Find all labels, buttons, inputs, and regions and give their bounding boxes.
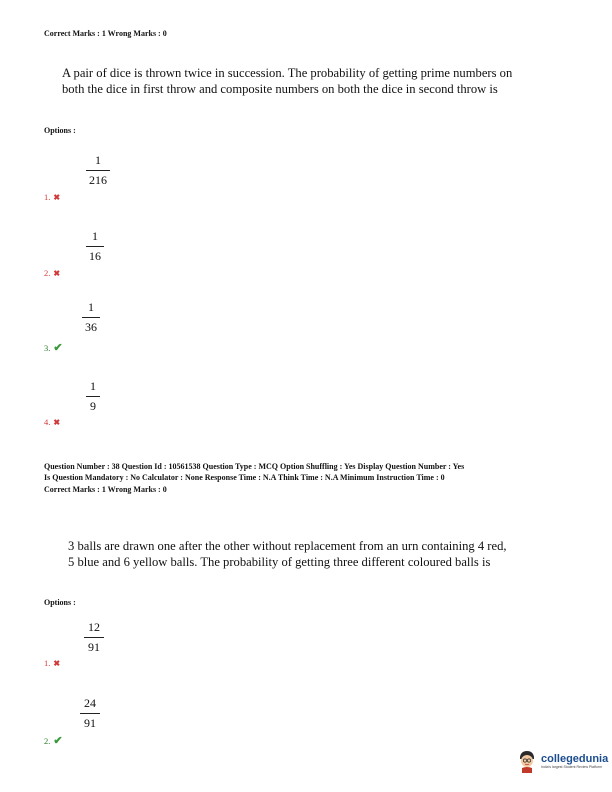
q37-text-line1: A pair of dice is thrown twice in succession. The probability of getting prime numbers on <box>62 66 513 80</box>
q37-option3-fraction[interactable] <box>82 300 100 335</box>
q37-option1-fraction[interactable] <box>86 153 110 188</box>
cross-icon: ✖ <box>53 268 61 278</box>
q38-text-line2: 5 blue and 6 yellow balls. The probability of getting three different coloured balls is <box>68 555 491 569</box>
q37-text-line2: both the dice in first throw and composite numbers on both the dice in second throw is <box>62 82 498 96</box>
q37-option2-number <box>44 268 60 278</box>
numerator: 1 <box>88 300 94 314</box>
q38-option1-fraction[interactable] <box>84 620 104 655</box>
check-icon: ✔ <box>53 735 63 747</box>
fraction-bar <box>82 317 100 318</box>
q38-text-line1: 3 balls are drawn one after the other without replacement from an urn containing 4 red, <box>68 539 507 553</box>
q38-option1-number <box>44 658 60 668</box>
q38-options-label: Options : <box>44 598 76 607</box>
q37-option3-number <box>44 341 63 354</box>
q37-option4-fraction[interactable] <box>86 379 100 414</box>
fraction-bar <box>84 637 104 638</box>
numerator: 1 <box>92 229 98 243</box>
fraction-bar <box>80 713 100 714</box>
cross-icon: ✖ <box>53 417 61 427</box>
q37-options-label: Options : <box>44 126 76 135</box>
cross-icon: ✖ <box>53 192 61 202</box>
q38-option2-number <box>44 734 63 747</box>
denominator: 9 <box>90 399 96 413</box>
option-number: 2. <box>44 735 51 746</box>
denominator: 216 <box>89 173 107 187</box>
fraction-bar <box>86 246 104 247</box>
numerator: 1 <box>95 153 101 167</box>
option-number: 4. <box>44 417 51 427</box>
q37-marks: Correct Marks : 1 Wrong Marks : 0 <box>44 29 167 38</box>
q38-meta-line1: Question Number : 38 Question Id : 10561538 Question Type : MCQ Option Shuffling : Yes Display Question Number : Yes <box>44 462 465 471</box>
q37-option2-fraction[interactable] <box>86 229 104 264</box>
collegedunia-logo[interactable] <box>517 749 608 773</box>
cross-icon: ✖ <box>53 658 61 668</box>
option-number: 2. <box>44 268 51 278</box>
q38-marks: Correct Marks : 1 Wrong Marks : 0 <box>44 485 167 494</box>
denominator: 91 <box>84 716 96 730</box>
check-icon: ✔ <box>53 342 63 354</box>
q37-option4-number <box>44 417 60 427</box>
fraction-bar <box>86 396 100 397</box>
mascot-icon <box>517 749 537 773</box>
option-number: 1. <box>44 658 51 668</box>
option-number: 3. <box>44 342 51 353</box>
numerator: 1 <box>90 379 96 393</box>
denominator: 91 <box>88 640 100 654</box>
option-number: 1. <box>44 192 51 202</box>
numerator: 12 <box>88 620 100 634</box>
logo-tagline: India's largest Student Review Platform <box>541 764 602 769</box>
fraction-bar <box>86 170 110 171</box>
q37-option1-number <box>44 192 60 202</box>
numerator: 24 <box>84 696 96 710</box>
denominator: 36 <box>85 320 97 334</box>
denominator: 16 <box>89 249 101 263</box>
logo-name: collegedunia <box>541 752 609 765</box>
q38-meta-line2: Is Question Mandatory : No Calculator : None Response Time : N.A Think Time : N.A Minimum Instruction Time : 0 <box>44 473 445 482</box>
q38-option2-fraction[interactable] <box>80 696 100 731</box>
